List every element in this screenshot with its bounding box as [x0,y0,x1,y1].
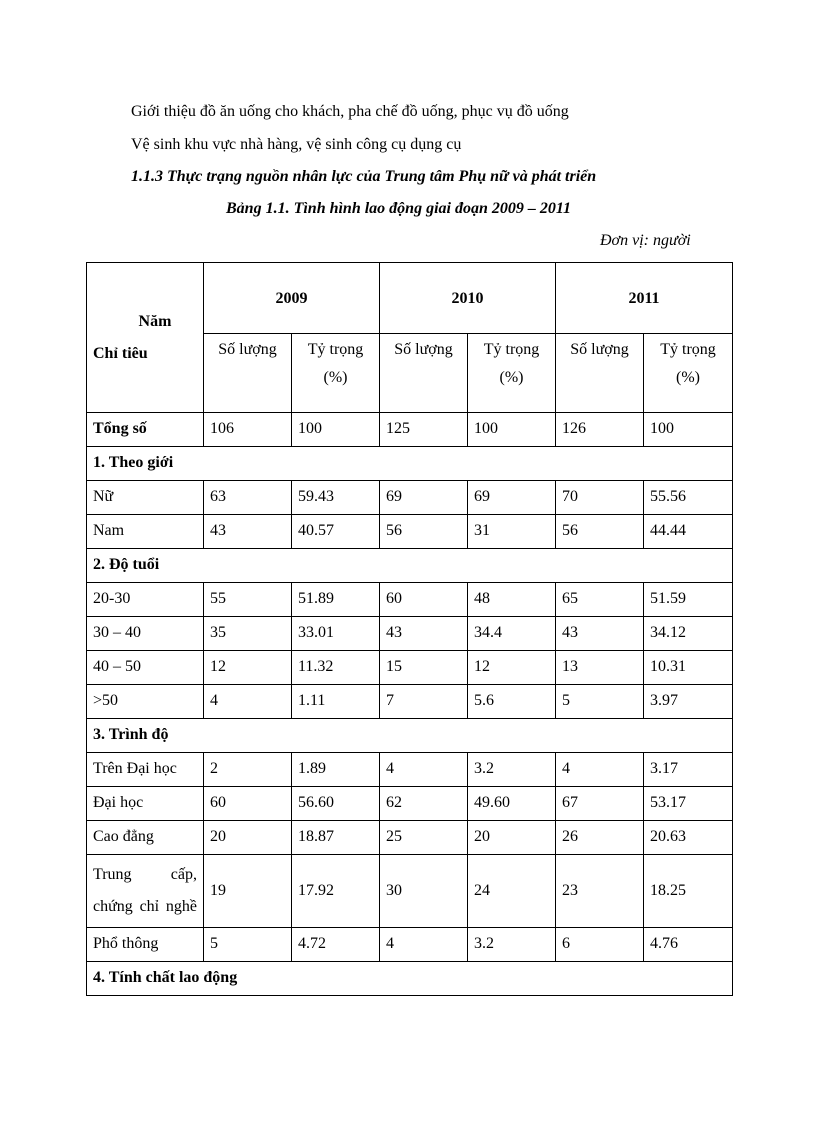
cell-quantity: 23 [556,855,644,928]
table-row [87,617,733,651]
row-label: >50 [87,685,204,719]
cell-ratio: 31 [468,515,556,549]
cell-ratio: 56.60 [292,787,380,821]
table-row [87,928,733,962]
corner-header [87,263,204,413]
cell-ratio: 34.12 [644,617,733,651]
section-label: 3. Trình độ [87,719,733,753]
cell-quantity: 60 [204,787,292,821]
cell-ratio: 40.57 [292,515,380,549]
cell-ratio: 3.2 [468,753,556,787]
cell-ratio: 18.87 [292,821,380,855]
section-row [87,719,733,753]
table-caption: Bảng 1.1. Tình hình lao động giai đoạn 2009 – 2011 [226,200,571,217]
sub-header-ratio: Tỷ trọng (%) [468,334,556,413]
cell-ratio: 33.01 [292,617,380,651]
row-label-text: Trung cấp, chứng chỉ nghề [93,866,197,915]
section-row [87,549,733,583]
sub-header-quantity: Số lượng [380,334,468,413]
section-heading: 1.1.3 Thực trạng nguồn nhân lực của Trung tâm Phụ nữ và phát triển [131,168,597,185]
cell-quantity: 62 [380,787,468,821]
cell-quantity: 30 [380,855,468,928]
paragraph-2: Vệ sinh khu vực nhà hàng, vệ sinh công cụ dụng cụ [131,136,462,153]
cell-ratio: 1.11 [292,685,380,719]
cell-quantity: 5 [556,685,644,719]
cell-ratio: 11.32 [292,651,380,685]
cell-quantity: 43 [204,515,292,549]
cell-quantity: 60 [380,583,468,617]
cell-quantity: 4 [380,753,468,787]
cell-quantity: 125 [380,413,468,447]
cell-quantity: 4 [380,928,468,962]
cell-ratio: 59.43 [292,481,380,515]
cell-quantity: 67 [556,787,644,821]
cell-ratio: 100 [468,413,556,447]
cell-quantity: 43 [380,617,468,651]
cell-ratio: 12 [468,651,556,685]
table-row [87,413,733,447]
corner-bottom: Chỉ tiêu [93,344,148,362]
cell-ratio: 18.25 [644,855,733,928]
cell-quantity: 2 [204,753,292,787]
cell-ratio: 49.60 [468,787,556,821]
table-row [87,821,733,855]
table-row [87,583,733,617]
cell-quantity: 15 [380,651,468,685]
corner-top: Năm [138,312,172,330]
cell-quantity: 56 [556,515,644,549]
cell-ratio: 3.2 [468,928,556,962]
cell-quantity: 69 [380,481,468,515]
cell-quantity: 26 [556,821,644,855]
row-label: 20-30 [87,583,204,617]
cell-quantity: 19 [204,855,292,928]
cell-ratio: 51.59 [644,583,733,617]
cell-quantity: 12 [204,651,292,685]
cell-quantity: 20 [204,821,292,855]
section-label: 4. Tính chất lao động [87,962,733,996]
cell-quantity: 5 [204,928,292,962]
cell-quantity: 126 [556,413,644,447]
cell-quantity: 4 [556,753,644,787]
cell-quantity: 63 [204,481,292,515]
cell-ratio: 5.6 [468,685,556,719]
table-row [87,787,733,821]
labor-table [86,262,733,996]
cell-ratio: 3.97 [644,685,733,719]
unit-label: Đơn vị: người [600,232,691,249]
row-label: Phổ thông [87,928,204,962]
section-row [87,447,733,481]
cell-ratio: 17.92 [292,855,380,928]
cell-ratio: 34.4 [468,617,556,651]
cell-ratio: 10.31 [644,651,733,685]
cell-quantity: 7 [380,685,468,719]
row-label: Nam [87,515,204,549]
year-header: 2011 [556,263,733,334]
table-body [87,413,733,996]
table-row [87,753,733,787]
section-label: 2. Độ tuổi [87,549,733,583]
cell-ratio: 100 [644,413,733,447]
row-label: Cao đẳng [87,821,204,855]
row-label: Đại học [87,787,204,821]
row-label [87,855,204,928]
cell-ratio: 51.89 [292,583,380,617]
cell-ratio: 3.17 [644,753,733,787]
cell-quantity: 55 [204,583,292,617]
row-label: Nữ [87,481,204,515]
year-header: 2010 [380,263,556,334]
cell-quantity: 13 [556,651,644,685]
cell-ratio: 1.89 [292,753,380,787]
cell-quantity: 4 [204,685,292,719]
sub-header-ratio: Tỷ trọng (%) [644,334,733,413]
row-label: Trên Đại học [87,753,204,787]
cell-quantity: 6 [556,928,644,962]
cell-ratio: 48 [468,583,556,617]
cell-quantity: 25 [380,821,468,855]
cell-ratio: 53.17 [644,787,733,821]
cell-quantity: 56 [380,515,468,549]
cell-ratio: 44.44 [644,515,733,549]
cell-ratio: 4.76 [644,928,733,962]
row-label: 40 – 50 [87,651,204,685]
cell-ratio: 55.56 [644,481,733,515]
cell-ratio: 20.63 [644,821,733,855]
cell-quantity: 43 [556,617,644,651]
section-row [87,962,733,996]
cell-ratio: 4.72 [292,928,380,962]
cell-ratio: 24 [468,855,556,928]
table-row [87,651,733,685]
sub-header-quantity: Số lượng [556,334,644,413]
sub-header-quantity: Số lượng [204,334,292,413]
table-row [87,515,733,549]
cell-quantity: 106 [204,413,292,447]
cell-quantity: 65 [556,583,644,617]
row-label: 30 – 40 [87,617,204,651]
table-row [87,855,733,928]
sub-header-ratio: Tỷ trọng (%) [292,334,380,413]
cell-ratio: 20 [468,821,556,855]
row-label: Tổng số [87,413,204,447]
cell-ratio: 100 [292,413,380,447]
section-label: 1. Theo giới [87,447,733,481]
table-row [87,481,733,515]
cell-quantity: 70 [556,481,644,515]
paragraph-1: Giới thiệu đồ ăn uống cho khách, pha chế đồ uống, phục vụ đồ uống [131,103,569,120]
table-row [87,685,733,719]
cell-quantity: 35 [204,617,292,651]
year-header: 2009 [204,263,380,334]
cell-ratio: 69 [468,481,556,515]
